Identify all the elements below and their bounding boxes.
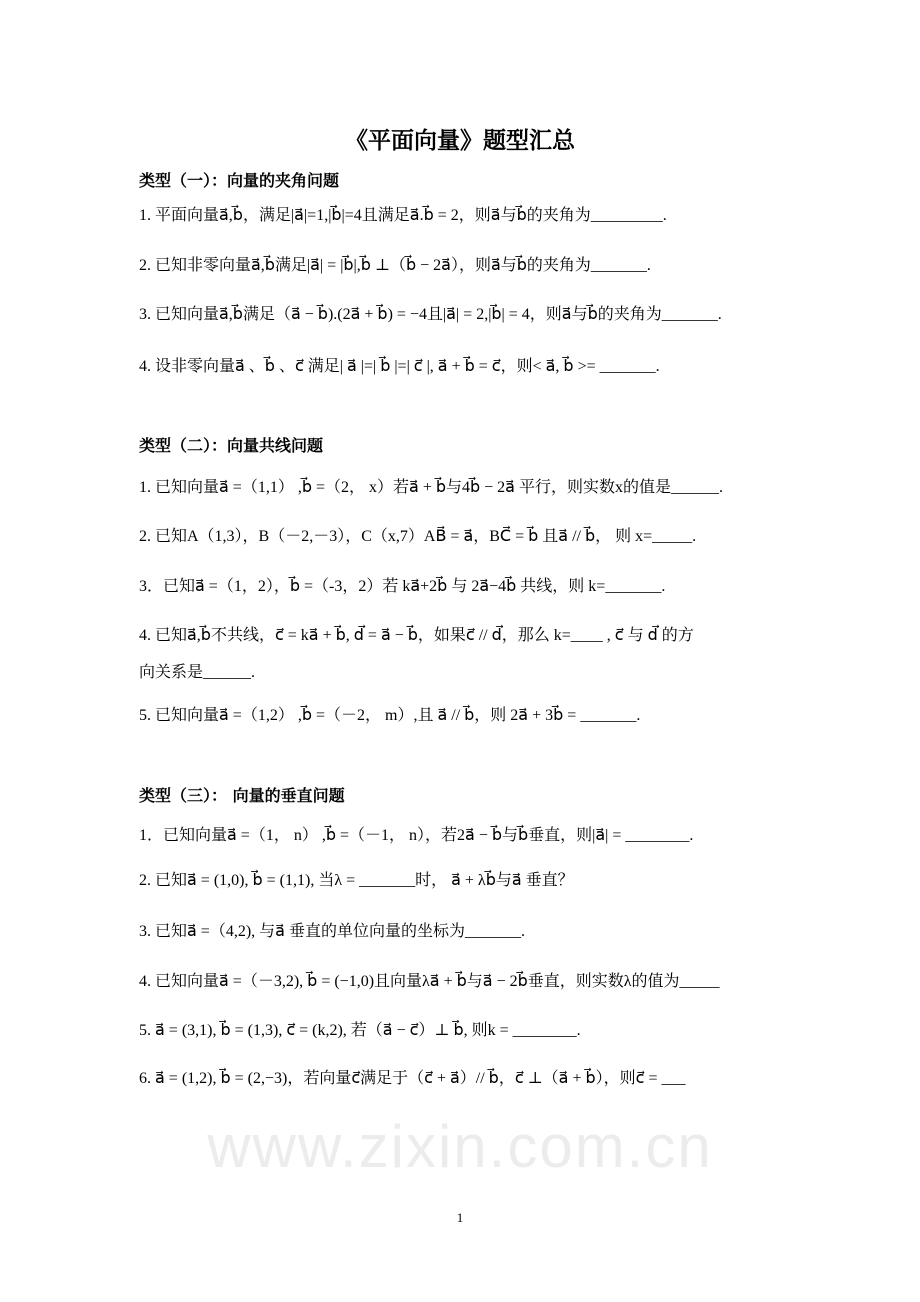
problem-1-3: 3. 已知向量a⃗,b⃗满足（a⃗ − b⃗).(2a⃗ + b⃗) = −4且|a⃗| = 2,|b⃗| = 4，则a⃗与b⃗的夹角为_______. — [139, 306, 722, 323]
section-heading-3: 类型（三）： 向量的垂直问题 — [139, 786, 345, 805]
problem-2-1: 1. 已知向量a⃗ =（1,1） ,b⃗ =（2， x）若a⃗ + b⃗与4b⃗ − 2a⃗ 平行，则实数x的值是______. — [139, 479, 723, 496]
page-number: 1 — [456, 1210, 464, 1225]
problem-1-1: 1. 平面向量a⃗,b⃗，满足|a⃗|=1,|b⃗|=4且满足a⃗.b⃗ = 2，则a⃗与b⃗的夹角为_________. — [139, 207, 667, 224]
problem-3-2: 2. 已知a⃗ = (1,0), b⃗ = (1,1), 当λ = _______时， a⃗ + λb⃗与a⃗ 垂直？ — [139, 872, 574, 889]
section-heading-1: 类型（一）：向量的夹角问题 — [139, 171, 340, 190]
page-title: 《平面向量》题型汇总 — [345, 128, 575, 154]
problem-2-4-cont: 向关系是______. — [139, 664, 256, 681]
problem-3-1: 1．已知向量a⃗ =（1， n） ,b⃗ =（－1， n），若2a⃗ − b⃗与b⃗垂直，则|a⃗| = ________. — [139, 827, 694, 844]
problem-2-3: 3．已知a⃗ =（1，2），b⃗ =（-3，2）若 ka⃗+2b⃗ 与 2a⃗−4b⃗ 共线，则 k=_______. — [139, 578, 666, 595]
problem-3-6: 6. a⃗ = (1,2), b⃗ = (2,−3)，若向量c⃗满足于（c⃗ + a⃗）// b⃗，c⃗ ⊥（a⃗ + b⃗），则c⃗ = ___ — [139, 1070, 686, 1087]
problem-3-3: 3. 已知a⃗ =（4,2), 与a⃗ 垂直的单位向量的坐标为_______. — [139, 923, 525, 940]
problem-2-4: 4. 已知a⃗,b⃗不共线，c⃗ = ka⃗ + b⃗, d⃗ = a⃗ − b⃗，如果c⃗ // d⃗，那么 k=____ , c⃗ 与 d⃗ 的方 — [139, 627, 694, 644]
section-heading-2: 类型（二）：向量共线问题 — [139, 436, 324, 455]
problem-1-4: 4. 设非零向量a⃗ 、b⃗ 、c⃗ 满足| a⃗ |=| b⃗ |=| c⃗ |, a⃗ + b⃗ = c⃗，则< a⃗, b⃗ >= _______. — [139, 358, 660, 375]
problem-3-4: 4. 已知向量a⃗ =（－3,2), b⃗ = (−1,0)且向量λa⃗ + b⃗与a⃗ − 2b⃗垂直，则实数λ的值为_____ — [139, 973, 720, 990]
problem-2-2: 2. 已知A（1,3），B（－2,－3），C（x,7）AB⃗ = a⃗，BC⃗ = b⃗ 且a⃗ // b⃗， 则 x=_____. — [139, 528, 697, 545]
problem-3-5: 5. a⃗ = (3,1), b⃗ = (1,3), c⃗ = (k,2), 若（a⃗ − c⃗）⊥ b⃗, 则k = ________. — [139, 1022, 581, 1039]
problem-2-5: 5. 已知向量a⃗ =（1,2） ,b⃗ =（－2， m）,且 a⃗ // b⃗，则 2a⃗ + 3b⃗ = _______. — [139, 707, 641, 724]
watermark: www.zixin.com.cn — [207, 1113, 713, 1180]
problem-1-2: 2. 已知非零向量a⃗,b⃗满足|a⃗| = |b⃗|,b⃗ ⊥（b⃗ − 2a⃗），则a⃗与b⃗的夹角为_______. — [139, 257, 651, 274]
